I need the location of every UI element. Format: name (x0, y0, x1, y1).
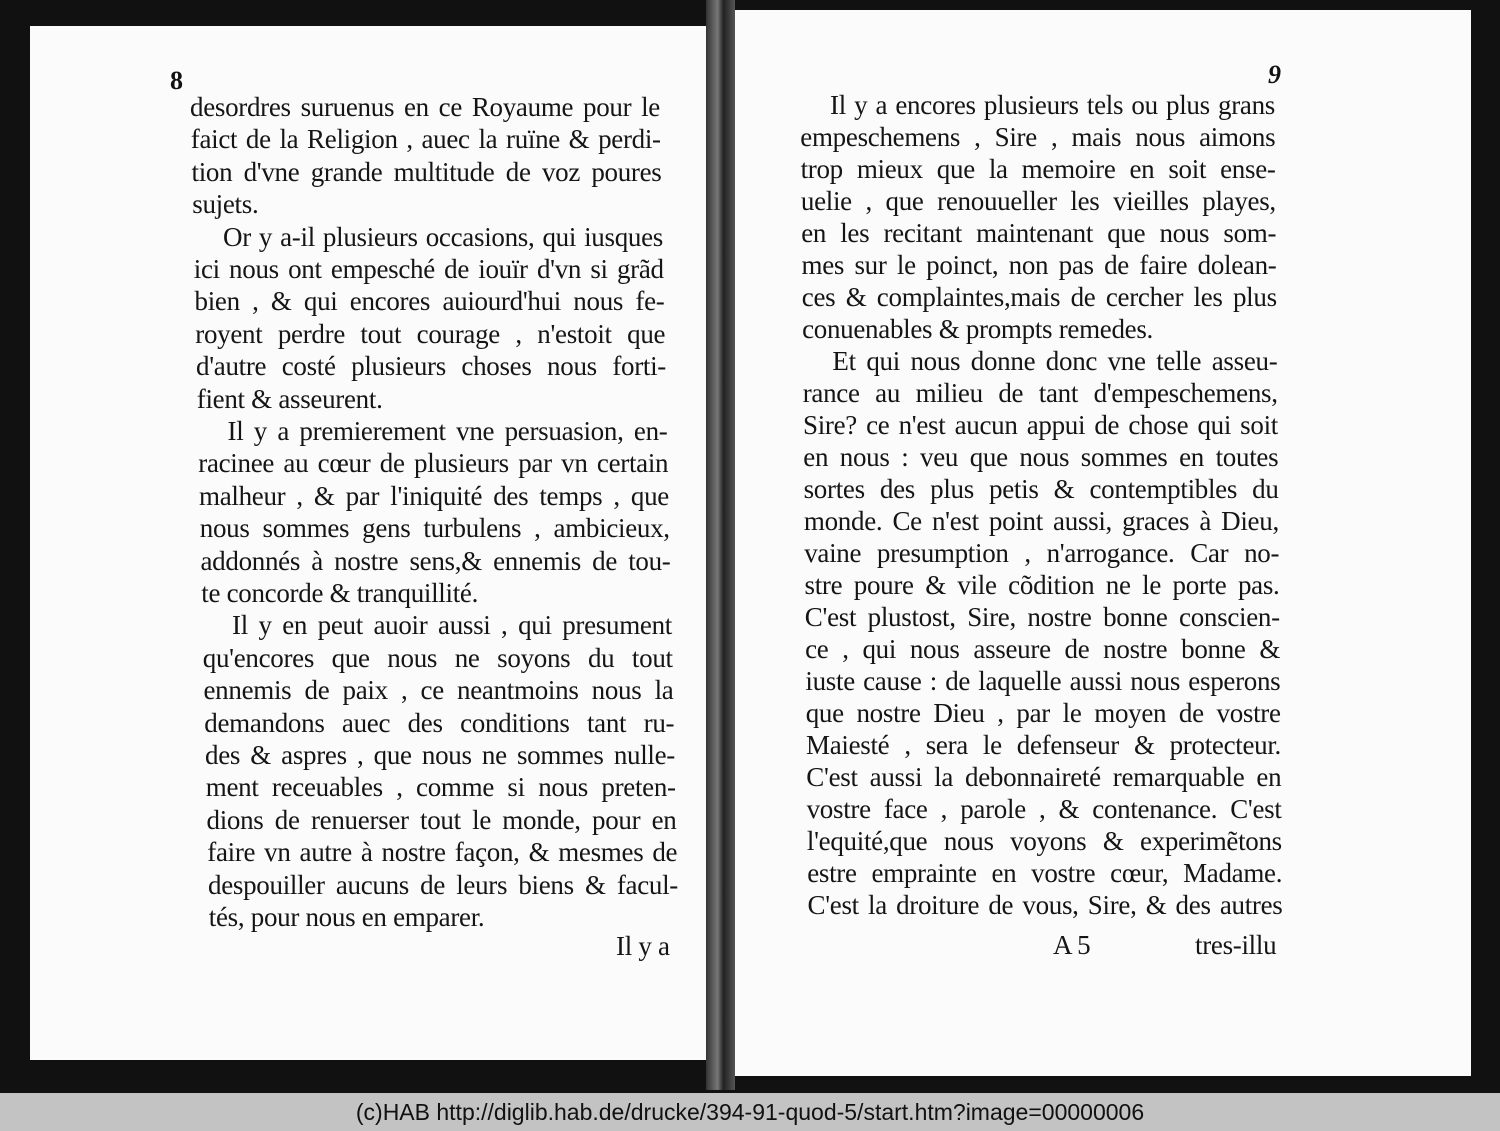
text-line: mes sur le poinct, non pas de faire dolean- (801, 250, 1277, 280)
text-line: C'est plustost, Sire, nostre bonne conscien- (804, 602, 1280, 632)
text-line: sortes des plus petis & contemptibles du (803, 474, 1279, 504)
text-line: empeschemens , Sire , mais nous aimons (800, 122, 1276, 152)
text-line: monde. Ce n'est point aussi, graces à Dieu, (803, 506, 1279, 536)
catchword: tres-illu (1195, 930, 1277, 960)
text-line: Sire? ce n'est aucun appui de chose qui soit (803, 410, 1278, 440)
text-line: C'est aussi la debonnaireté remarquable en (806, 762, 1282, 792)
text-line: malheur , & par l'iniquité des temps , que (199, 480, 669, 511)
text-line: Il y a encores plusieurs tels ou plus grans (830, 90, 1275, 120)
text-line: dions de renuerser tout le monde, pour en (206, 804, 677, 835)
text-line: faict de la Religion , auec la ruïne & perdi- (190, 124, 661, 155)
text-line: des & aspres , que nous ne sommes nulle- (205, 740, 675, 770)
text-line: royent perdre tout courage , n'estoit que (195, 318, 666, 349)
text-line: ces & complaintes,mais de cercher les plus (801, 282, 1277, 312)
text-line: d'autre costé plusieurs choses nous forti- (196, 351, 666, 382)
text-line: desordres suruenus en ce Royaume pour le (190, 92, 660, 122)
text-line: addonnés à nostre sens,& ennemis de tou- (200, 545, 671, 576)
text-line: tés, pour nous en emparer. (208, 902, 485, 932)
text-line: ici nous ont empesché de iouïr d'vn si grãd (193, 254, 664, 284)
text-line: tion d'vne grande multitude de voz poures (191, 156, 662, 187)
book-gutter (706, 0, 735, 1090)
text-line: iuste cause : de laquelle aussi nous esperons (805, 666, 1281, 696)
text-line: fient & asseurent. (196, 383, 383, 414)
text-line: faire vn autre à nostre façon, & mesmes de (207, 837, 678, 868)
text-line: estre emprainte en vostre cœur, Madame. (807, 858, 1283, 888)
text-line: te concorde & tranquillité. (201, 578, 479, 608)
text-line: vaine presumption , n'arrogance. Car no- (804, 538, 1280, 568)
text-line: vostre face , parole , & contenance. C'est (806, 794, 1282, 824)
text-line: rance au milieu de tant d'empeschemens, (802, 378, 1278, 408)
text-line: sujets. (192, 189, 259, 220)
left-page (30, 26, 706, 1060)
text-line: qu'encores que nous ne soyons du tout (202, 642, 673, 673)
text-line: nous sommes gens turbulens , ambicieux, (199, 513, 670, 544)
text-line: despouiller aucuns de leurs biens & facul- (208, 869, 678, 900)
copyright-footer: (c)HAB http://diglib.hab.de/drucke/394-91-quod-5/start.htm?image=00000006 (0, 1093, 1500, 1131)
page-number: 9 (1268, 60, 1281, 89)
page-number: 8 (170, 66, 183, 95)
text-line: en nous : veu que nous sommes en toutes (803, 442, 1279, 472)
text-line: que nostre Dieu , par le moyen de vostre (805, 698, 1281, 728)
text-line: ce , qui nous asseure de nostre bonne & (805, 634, 1281, 664)
text-line: conuenables & prompts remedes. (802, 314, 1153, 344)
text-line: uelie , que renouueller les vieilles playes, (800, 186, 1276, 216)
right-page (735, 10, 1471, 1076)
text-line: en les recitant maintenant que nous som- (801, 218, 1277, 248)
text-line: l'equité,que nous voyons & experimẽtons (806, 826, 1282, 856)
text-line: Il y a premierement vne persuasion, en- (227, 416, 668, 446)
text-line: Et qui nous donne donc vne telle asseu- (832, 346, 1278, 376)
text-line: trop mieux que la memoire en soit ense- (800, 154, 1276, 184)
text-line: bien , & qui encores auiourd'hui nous fe- (194, 286, 665, 317)
signature-mark: A 5 (1053, 930, 1091, 960)
text-line: ment receuables , comme si nous preten- (205, 772, 676, 803)
catchword: Il y a (616, 931, 670, 961)
text-line: racinee au cœur de plusieurs par vn certain (198, 448, 669, 479)
text-line: stre poure & vile cõdition ne le porte pas. (804, 570, 1280, 600)
text-line: ennemis de paix , ce neantmoins nous la (203, 675, 674, 706)
text-line: Il y en peut auoir aussi , qui presument (232, 610, 672, 641)
text-line: Or y a-il plusieurs occasions, qui iusques (223, 221, 663, 252)
text-line: C'est la droiture de vous, Sire, & des autres (807, 890, 1283, 920)
text-line: demandons auec des conditions tant ru- (204, 707, 675, 738)
text-line: Maiesté , sera le defenseur & protecteur. (806, 730, 1281, 760)
